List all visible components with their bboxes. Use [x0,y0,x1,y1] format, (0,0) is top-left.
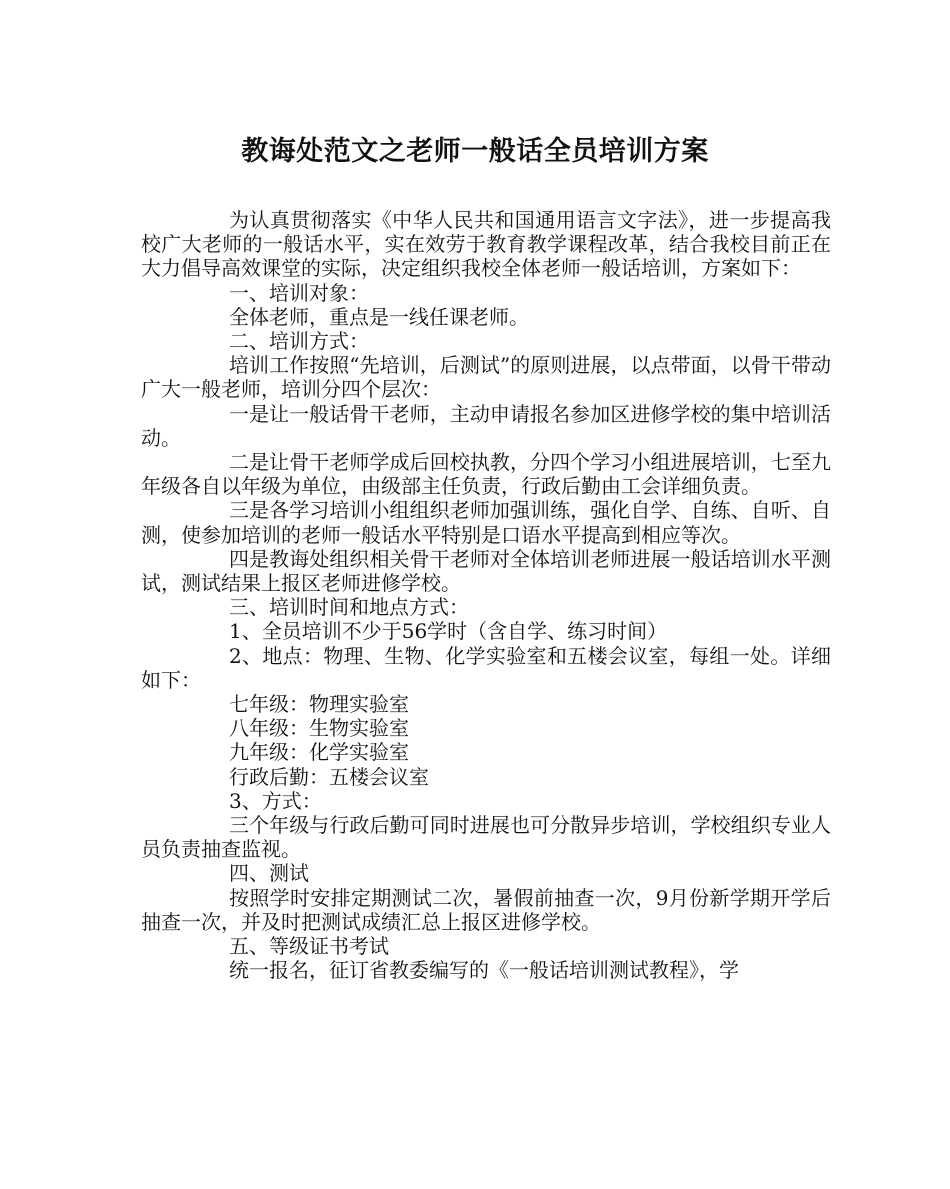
section-heading: 五、等级证书考试 [229,934,389,959]
list-item: 七年级：物理实验室 [229,692,409,717]
paragraph: 三个年级与行政后勤可同时进展也可分散异步培训，学校组织专业人员负责抽查监视。 [141,813,831,862]
section-heading: 三、培训时间和地点方式： [229,595,469,620]
document-title: 教诲处范文之老师一般话全员培训方案 [241,136,709,167]
list-item: 九年级：化学实验室 [229,740,409,765]
paragraph: 四是教诲处组织相关骨干老师对全体培训老师进展一般话培训水平测试，测试结果上报区老师进修学校。 [141,546,831,596]
paragraph: 二是让骨干老师学成后回校执教，分四个学习小组进展培训，七至九年级各自以年级为单位，由级部主任负责，行政后勤由工会详细负责。 [141,450,831,499]
paragraph: 2、地点：物理、生物、化学实验室和五楼会议室，每组一处。详细如下： [141,643,831,692]
paragraph: 1、全员培训不少于56学时（含自学、练习时间） [229,619,668,644]
section-heading: 二、培训方式： [229,329,369,354]
paragraph: 培训工作按照“先培训，后测试”的原则进展，以点带面，以骨干带动广大一般老师，培训分四个层次： [141,353,831,402]
list-item: 行政后勤：五楼会议室 [229,764,429,789]
paragraph: 三是各学习培训小组组织老师加强训练，强化自学、自练、自听、自测，使参加培训的老师一般话水平特别是口语水平提高到相应等次。 [141,498,831,547]
paragraph: 按照学时安排定期测试二次，暑假前抽查一次，9月份新学期开学后抽查一次，并及时把测试成绩汇总上报区进修学校。 [141,885,831,934]
intro-paragraph: 为认真贯彻落实《中华人民共和国通用语言文字法》，进一步提高我校广大老师的一般话水平，实在效劳于教育教学课程改革，结合我校目前正在大力倡导高效课堂的实际，决定组织我校全体老师一般话培训，方案如下： [141,208,831,281]
paragraph: 全体老师，重点是一线任课老师。 [229,304,529,329]
document-body [141,208,831,983]
section-heading: 四、测试 [229,861,309,886]
paragraph: 统一报名，征订省教委编写的《一般话培训测试教程》，学 [229,958,739,983]
section-heading: 一、培训对象： [229,280,369,305]
paragraph: 3、方式： [229,788,322,813]
list-item: 八年级：生物实验室 [229,716,409,741]
paragraph: 一是让一般话骨干老师，主动申请报名参加区进修学校的集中培训活动。 [141,401,831,450]
